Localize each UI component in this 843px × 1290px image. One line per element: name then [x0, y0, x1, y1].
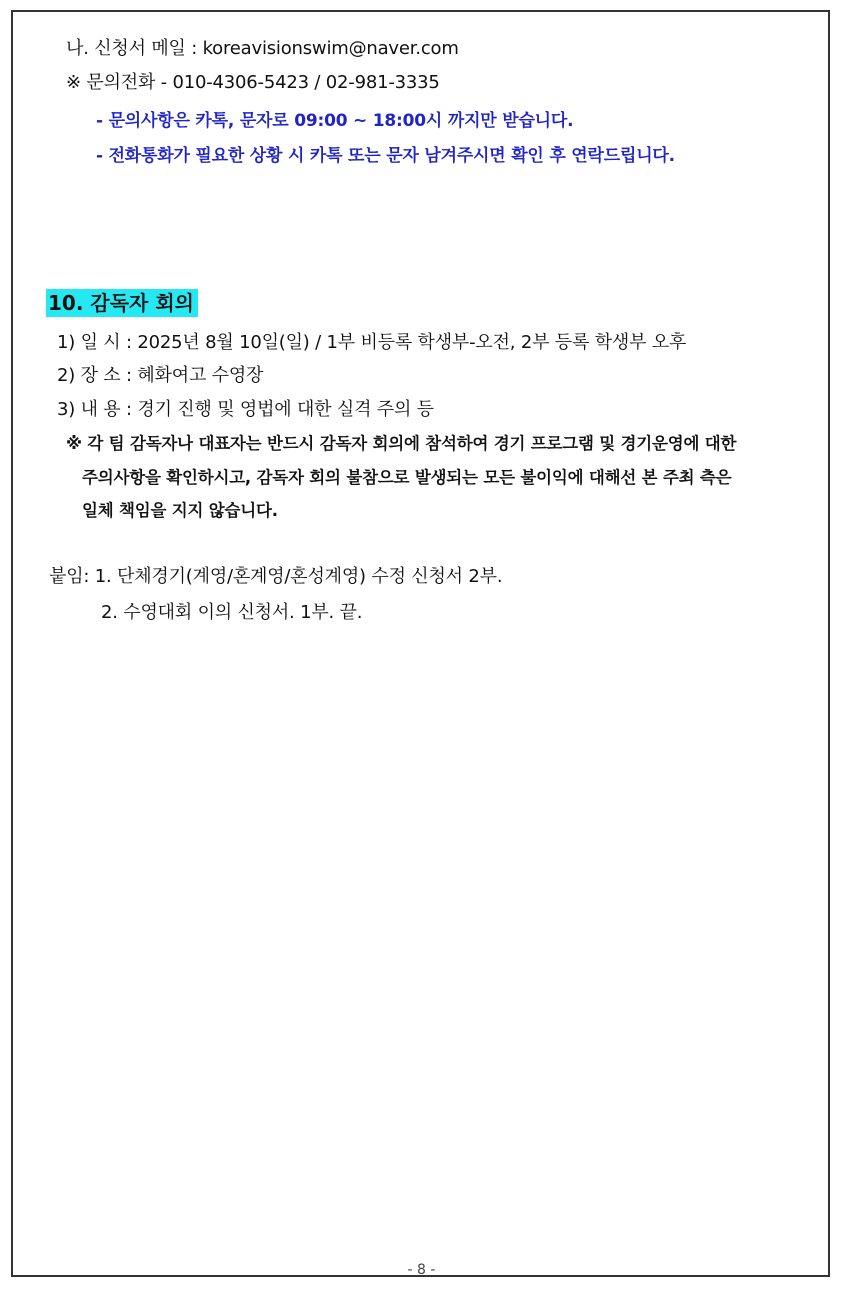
note-hours: - 문의사항은 카톡, 문자로 09:00 ~ 18:00시 까지만 받습니다.: [96, 111, 574, 131]
attachment-line-1: 붙임: 1. 단체경기(계영/혼계영/혼성계영) 수정 신청서 2부.: [49, 566, 503, 587]
notice-line-3: 일체 책임을 지지 않습니다.: [82, 501, 278, 520]
attachment-line-2: 2. 수영대회 이의 신청서. 1부. 끝.: [101, 602, 363, 623]
notice-line-1: ※ 각 팀 감독자나 대표자는 반드시 감독자 회의에 참석하여 경기 프로그램 및 경기운영에 대한: [66, 434, 737, 453]
meeting-content: 3) 내 용 : 경기 진행 및 영법에 대한 실격 주의 등: [57, 399, 434, 420]
notice-line-2: 주의사항을 확인하시고, 감독자 회의 불참으로 발생되는 모든 불이익에 대해선 본 주최 측은: [82, 468, 732, 487]
note-call: - 전화통화가 필요한 상황 시 카톡 또는 문자 남겨주시면 확인 후 연락드립니다.: [96, 146, 675, 166]
phone-line: ※ 문의전화 - 010-4306-5423 / 02-981-3335: [66, 72, 440, 93]
page-border: [11, 10, 830, 1277]
page-number: - 8 -: [407, 1262, 436, 1278]
meeting-place: 2) 장 소 : 혜화여고 수영장: [57, 365, 264, 386]
section-10-title: 10. 감독자 회의: [46, 289, 198, 317]
email-line: 나. 신청서 메일 : koreavisionswim@naver.com: [66, 38, 459, 59]
meeting-time: 1) 일 시 : 2025년 8월 10일(일) / 1부 비등록 학생부-오전, 2부 등록 학생부 오후: [57, 332, 687, 353]
